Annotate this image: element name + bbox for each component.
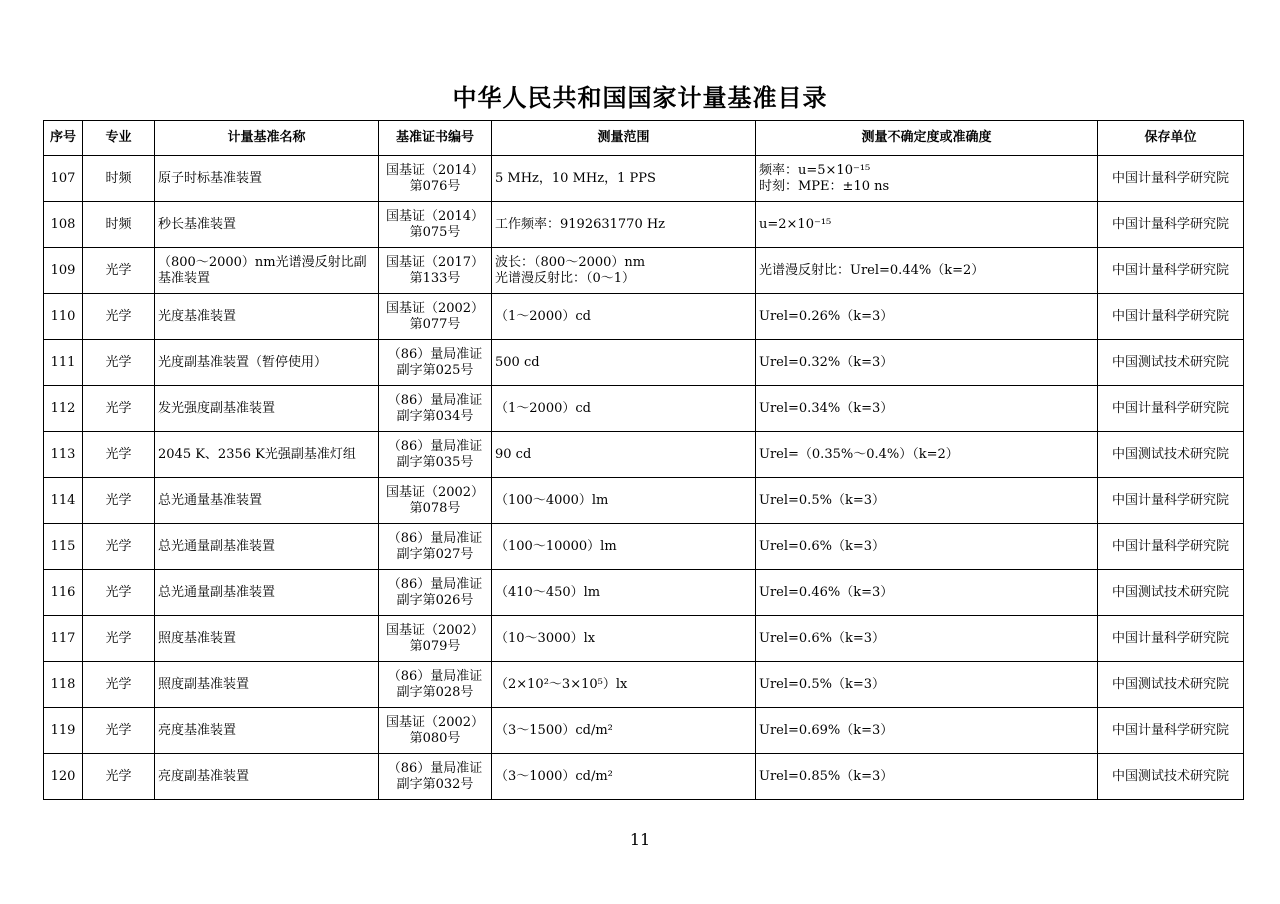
cell-no: 119 — [44, 708, 83, 754]
cell-no: 112 — [44, 386, 83, 432]
cell-range-line: （2×10²～3×10⁵）lx — [495, 676, 628, 692]
cell-cert — [379, 432, 492, 478]
cell-name: 照度副基准装置 — [155, 662, 379, 708]
cell-cert-line: 副字第025号 — [396, 362, 474, 378]
cell-cert-line: 国基证（2002） — [385, 300, 485, 316]
cell-range-line: 工作频率：9192631770 Hz — [495, 216, 666, 232]
cell-range-line: 5 MHz，10 MHz，1 PPS — [495, 170, 656, 186]
cell-uncertainty-line: 光谱漫反射比：Urel=0.44%（k=2） — [759, 262, 985, 278]
table-row — [44, 524, 1244, 570]
cell-field: 光学 — [83, 478, 155, 524]
header-unit: 保存单位 — [1098, 121, 1244, 156]
cell-cert — [379, 156, 492, 202]
cell-field: 光学 — [83, 662, 155, 708]
cell-field: 光学 — [83, 432, 155, 478]
cell-name: 亮度副基准装置 — [155, 754, 379, 800]
cell-range-line: （3～1000）cd/m² — [495, 768, 613, 784]
cell-cert — [379, 754, 492, 800]
cell-cert-line: （86）量局准证 — [387, 346, 483, 362]
cell-unit: 中国计量科学研究院 — [1098, 616, 1244, 662]
cell-cert — [379, 616, 492, 662]
header-field: 专业 — [83, 121, 155, 156]
header-name: 计量基准名称 — [155, 121, 379, 156]
cell-cert-line: 第079号 — [409, 638, 461, 654]
cell-uncertainty — [756, 708, 1098, 754]
cell-cert-line: 国基证（2002） — [385, 714, 485, 730]
table-row — [44, 616, 1244, 662]
table-row — [44, 708, 1244, 754]
cell-uncertainty — [756, 570, 1098, 616]
cell-uncertainty-line: Urel=（0.35%～0.4%）（k=2） — [759, 446, 959, 462]
table-row — [44, 294, 1244, 340]
cell-cert-line: 副字第032号 — [396, 776, 474, 792]
cell-uncertainty — [756, 248, 1098, 294]
cell-cert — [379, 708, 492, 754]
cell-cert-line: 国基证（2014） — [385, 162, 485, 178]
cell-cert-line: 第133号 — [409, 270, 461, 286]
cell-range — [492, 156, 756, 202]
cell-no: 116 — [44, 570, 83, 616]
cell-unit: 中国测试技术研究院 — [1098, 340, 1244, 386]
cell-no: 120 — [44, 754, 83, 800]
cell-cert-line: 副字第026号 — [396, 592, 474, 608]
cell-name: 光度副基准装置（暂停使用） — [155, 340, 379, 386]
cell-no: 114 — [44, 478, 83, 524]
cell-cert-line: 副字第034号 — [396, 408, 474, 424]
cell-range-line: （100～4000）lm — [495, 492, 609, 508]
cell-range — [492, 386, 756, 432]
cell-range-line: （1～2000）cd — [495, 400, 591, 416]
cell-range-line: （10～3000）lx — [495, 630, 596, 646]
cell-range — [492, 662, 756, 708]
cell-no: 117 — [44, 616, 83, 662]
cell-field: 光学 — [83, 294, 155, 340]
cell-unit: 中国测试技术研究院 — [1098, 662, 1244, 708]
cell-cert — [379, 478, 492, 524]
cell-no: 110 — [44, 294, 83, 340]
cell-unit: 中国计量科学研究院 — [1098, 708, 1244, 754]
cell-name: 原子时标基准装置 — [155, 156, 379, 202]
cell-range — [492, 570, 756, 616]
table-row — [44, 202, 1244, 248]
cell-unit: 中国计量科学研究院 — [1098, 478, 1244, 524]
cell-range — [492, 340, 756, 386]
cell-no: 118 — [44, 662, 83, 708]
header-uncertainty: 测量不确定度或准确度 — [756, 121, 1098, 156]
standards-table — [43, 120, 1244, 800]
cell-range-line: 光谱漫反射比：（0～1） — [495, 270, 636, 286]
cell-uncertainty — [756, 432, 1098, 478]
cell-name: （800～2000）nm光谱漫反射比副基准装置 — [155, 248, 379, 294]
cell-uncertainty-line: Urel=0.69%（k=3） — [759, 722, 894, 738]
cell-unit: 中国计量科学研究院 — [1098, 202, 1244, 248]
cell-unit: 中国计量科学研究院 — [1098, 386, 1244, 432]
cell-range-line: 90 cd — [495, 446, 532, 462]
cell-cert-line: （86）量局准证 — [387, 576, 483, 592]
cell-cert — [379, 294, 492, 340]
cell-uncertainty-line: 时刻：MPE：±10 ns — [759, 178, 890, 194]
cell-cert — [379, 662, 492, 708]
cell-unit: 中国计量科学研究院 — [1098, 248, 1244, 294]
cell-unit: 中国计量科学研究院 — [1098, 156, 1244, 202]
cell-range — [492, 478, 756, 524]
cell-field: 光学 — [83, 570, 155, 616]
cell-range-line: （3～1500）cd/m² — [495, 722, 613, 738]
cell-range — [492, 248, 756, 294]
cell-range — [492, 202, 756, 248]
cell-range — [492, 294, 756, 340]
cell-field: 时频 — [83, 156, 155, 202]
cell-cert — [379, 202, 492, 248]
cell-no: 115 — [44, 524, 83, 570]
cell-cert-line: （86）量局准证 — [387, 760, 483, 776]
cell-uncertainty — [756, 202, 1098, 248]
cell-name: 总光通量副基准装置 — [155, 524, 379, 570]
cell-name: 亮度基准装置 — [155, 708, 379, 754]
cell-range-line: （1～2000）cd — [495, 308, 591, 324]
cell-field: 光学 — [83, 708, 155, 754]
cell-name: 照度基准装置 — [155, 616, 379, 662]
cell-name: 总光通量副基准装置 — [155, 570, 379, 616]
cell-range — [492, 616, 756, 662]
cell-range — [492, 524, 756, 570]
cell-cert-line: 第076号 — [409, 178, 461, 194]
cell-field: 光学 — [83, 524, 155, 570]
cell-uncertainty — [756, 386, 1098, 432]
cell-range-line: 波长：（800～2000）nm — [495, 254, 646, 270]
cell-field: 时频 — [83, 202, 155, 248]
cell-range — [492, 432, 756, 478]
cell-uncertainty-line: Urel=0.26%（k=3） — [759, 308, 894, 324]
header-range: 测量范围 — [492, 121, 756, 156]
cell-range — [492, 754, 756, 800]
cell-cert — [379, 248, 492, 294]
cell-name: 2045 K、2356 K光强副基准灯组 — [155, 432, 379, 478]
cell-uncertainty-line: 频率：u=5×10⁻¹⁵ — [759, 162, 871, 178]
cell-field: 光学 — [83, 386, 155, 432]
cell-no: 113 — [44, 432, 83, 478]
cell-cert-line: 第077号 — [409, 316, 461, 332]
cell-uncertainty-line: Urel=0.34%（k=3） — [759, 400, 894, 416]
table-row — [44, 662, 1244, 708]
cell-uncertainty — [756, 478, 1098, 524]
cell-unit: 中国计量科学研究院 — [1098, 524, 1244, 570]
cell-uncertainty — [756, 662, 1098, 708]
table-row — [44, 478, 1244, 524]
cell-uncertainty — [756, 156, 1098, 202]
table-row — [44, 386, 1244, 432]
header-cert: 基准证书编号 — [379, 121, 492, 156]
page-number: 11 — [629, 830, 651, 849]
cell-unit: 中国测试技术研究院 — [1098, 432, 1244, 478]
page-title: 中华人民共和国国家计量基准目录 — [452, 84, 828, 112]
cell-cert-line: （86）量局准证 — [387, 438, 483, 454]
cell-cert-line: 国基证（2014） — [385, 208, 485, 224]
cell-uncertainty-line: Urel=0.6%（k=3） — [759, 630, 885, 646]
cell-cert-line: 国基证（2002） — [385, 622, 485, 638]
cell-cert-line: 国基证（2017） — [385, 254, 485, 270]
cell-uncertainty — [756, 340, 1098, 386]
cell-name: 光度基准装置 — [155, 294, 379, 340]
cell-cert — [379, 524, 492, 570]
cell-no: 109 — [44, 248, 83, 294]
cell-cert-line: （86）量局准证 — [387, 530, 483, 546]
cell-unit: 中国测试技术研究院 — [1098, 570, 1244, 616]
cell-field: 光学 — [83, 754, 155, 800]
cell-range-line: 500 cd — [495, 354, 540, 370]
cell-no: 111 — [44, 340, 83, 386]
cell-uncertainty-line: Urel=0.5%（k=3） — [759, 492, 885, 508]
cell-uncertainty — [756, 524, 1098, 570]
table-row — [44, 248, 1244, 294]
cell-cert-line: 副字第027号 — [396, 546, 474, 562]
cell-field: 光学 — [83, 248, 155, 294]
cell-field: 光学 — [83, 616, 155, 662]
cell-cert-line: （86）量局准证 — [387, 392, 483, 408]
cell-cert-line: 第078号 — [409, 500, 461, 516]
table-row — [44, 432, 1244, 478]
cell-uncertainty — [756, 616, 1098, 662]
table-row — [44, 754, 1244, 800]
cell-uncertainty-line: u=2×10⁻¹⁵ — [759, 216, 832, 232]
cell-cert-line: 第080号 — [409, 730, 461, 746]
cell-cert-line: 副字第035号 — [396, 454, 474, 470]
cell-cert-line: 第075号 — [409, 224, 461, 240]
table-row — [44, 570, 1244, 616]
cell-uncertainty-line: Urel=0.5%（k=3） — [759, 676, 885, 692]
cell-name: 总光通量基准装置 — [155, 478, 379, 524]
cell-uncertainty-line: Urel=0.85%（k=3） — [759, 768, 894, 784]
cell-uncertainty-line: Urel=0.32%（k=3） — [759, 354, 894, 370]
cell-cert-line: 国基证（2002） — [385, 484, 485, 500]
cell-uncertainty-line: Urel=0.46%（k=3） — [759, 584, 894, 600]
cell-cert-line: 副字第028号 — [396, 684, 474, 700]
cell-cert — [379, 570, 492, 616]
cell-cert-line: （86）量局准证 — [387, 668, 483, 684]
cell-uncertainty-line: Urel=0.6%（k=3） — [759, 538, 885, 554]
cell-field: 光学 — [83, 340, 155, 386]
cell-unit: 中国计量科学研究院 — [1098, 294, 1244, 340]
cell-range-line: （100～10000）lm — [495, 538, 617, 554]
table-row — [44, 340, 1244, 386]
cell-cert — [379, 340, 492, 386]
cell-no: 108 — [44, 202, 83, 248]
header-no: 序号 — [44, 121, 83, 156]
cell-range-line: （410～450）lm — [495, 584, 601, 600]
cell-no: 107 — [44, 156, 83, 202]
cell-uncertainty — [756, 294, 1098, 340]
cell-name: 秒长基准装置 — [155, 202, 379, 248]
cell-unit: 中国测试技术研究院 — [1098, 754, 1244, 800]
table-header-row — [44, 121, 1244, 156]
table-row — [44, 156, 1244, 202]
cell-uncertainty — [756, 754, 1098, 800]
cell-range — [492, 708, 756, 754]
cell-name: 发光强度副基准装置 — [155, 386, 379, 432]
cell-cert — [379, 386, 492, 432]
